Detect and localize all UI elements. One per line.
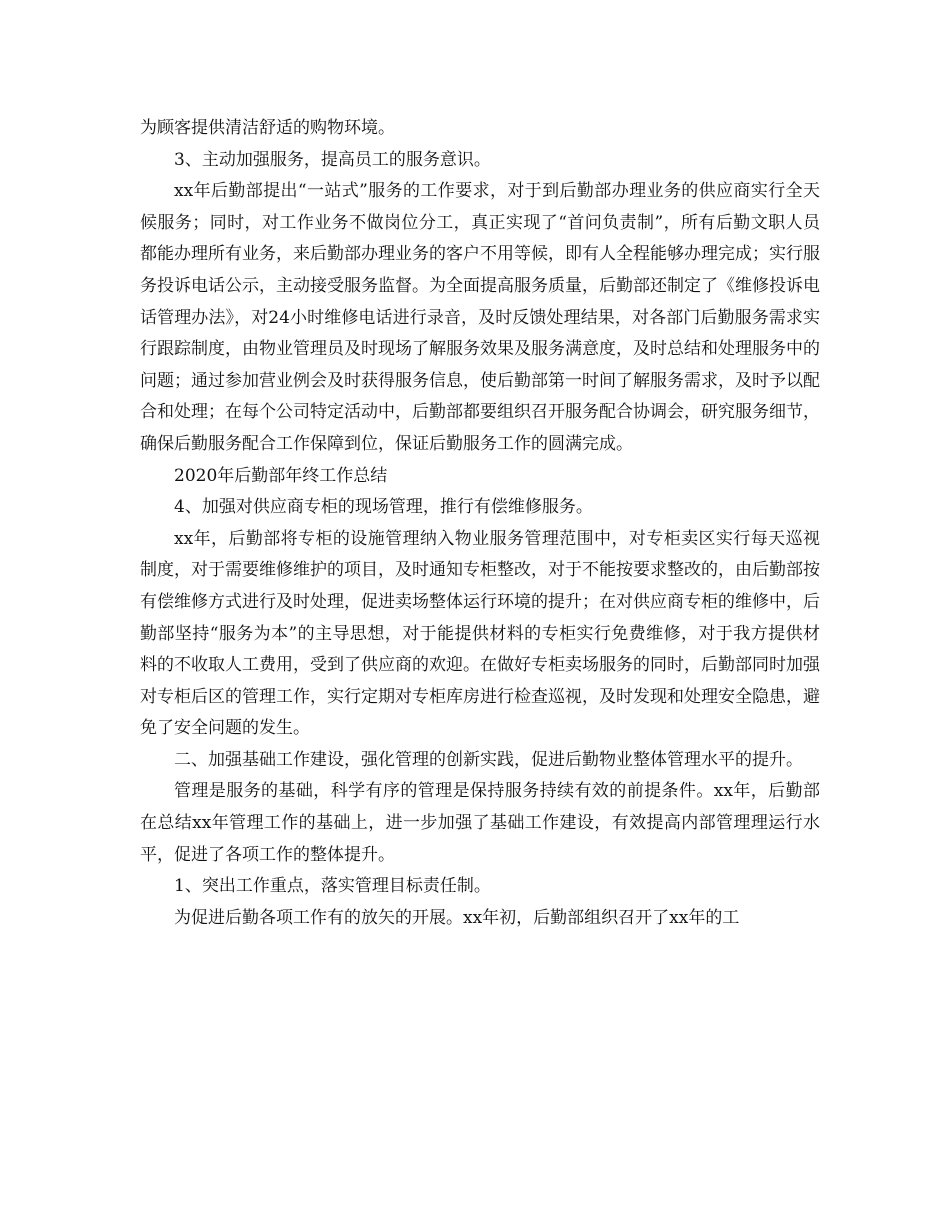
paragraph-10: 为促进后勤各项工作有的放矢的开展。xx年初，后勤部组织召开了xx年的工 bbox=[174, 907, 740, 928]
paragraph-9: 1、突出工作重点，落实管理目标责任制。 bbox=[174, 876, 491, 897]
document-body bbox=[140, 113, 820, 934]
paragraph-3: xx年后勤部提出“一站式”服务的工作要求，对于到后勤部办理业务的供应商实行全天候服务；同时，对工作业务不做岗位分工，真正实现了“首问负责制”，所有后勤文职人员都能办理所有业务，来后勤部办理业务的客户不用等候，即有人全程能够办理完成；实行服务投诉电话公示，主动接受服务监督。为全面提高服务质量，后勤部还制定了《维修投诉电话管理办法》，对24小时维修电话进行录音，及时反馈处理结果，对各部门后勤服务需求实行跟踪制度，由物业管理员及时现场了解服务效果及服务满意度，及时总结和处理服务中的问题；通过参加营业例会及时获得服务信息，使后勤部第一时间了解服务需求，及时予以配合和处理；在每个公司特定活动中，后勤部都要组织召开服务配合协调会，研究服务细节，确保后勤服务配合工作保障到位，保证后勤服务工作的圆满完成。 bbox=[140, 181, 820, 454]
paragraph-6: xx年，后勤部将专柜的设施管理纳入物业服务管理范围中，对专柜卖区实行每天巡视制度，对于需要维修维护的项目，及时通知专柜整改，对于不能按要求整改的，由后勤部按有偿维修方式进行及时处理，促进卖场整体运行环境的提升；在对供应商专柜的维修中，后勤部坚持“服务为本”的主导思想，对于能提供材料的专柜实行免费维修，对于我方提供材料的不收取人工费用，受到了供应商的欢迎。在做好专柜卖场服务的同时，后勤部同时加强对专柜后区的管理工作，实行定期对专柜库房进行检查巡视，及时发现和处理安全隐患，避免了安全问题的发生。 bbox=[140, 528, 820, 739]
paragraph-4-heading: 2020年后勤部年终工作总结 bbox=[174, 465, 388, 486]
paragraph-1: 为顾客提供清洁舒适的购物环境。 bbox=[140, 118, 395, 138]
paragraph-2: 3、主动加强服务，提高员工的服务意识。 bbox=[174, 149, 491, 170]
paragraph-7: 二、加强基础工作建设，强化管理的创新实践，促进后勤物业整体管理水平的提升。 bbox=[174, 749, 803, 770]
paragraph-5: 4、加强对供应商专柜的现场管理，推行有偿维修服务。 bbox=[174, 497, 593, 518]
paragraph-8: 管理是服务的基础，科学有序的管理是保持服务持续有效的前提条件。xx年，后勤部在总结xx年管理工作的基础上，进一步加强了基础工作建设，有效提高内部管理理运行水平，促进了各项工作的整体提升。 bbox=[140, 781, 820, 865]
